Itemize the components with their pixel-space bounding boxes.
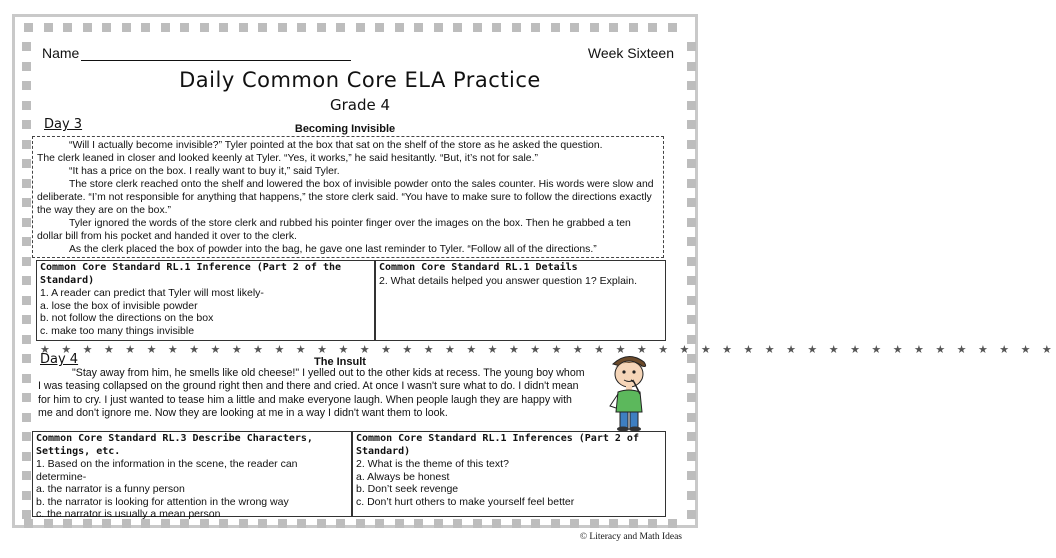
border-square (44, 23, 53, 32)
border-square (22, 276, 31, 285)
passage-paragraph: "Stay away from him, he smells like old cheese!" I yelled out to the other kids at recess. The young boy whom I was teasing collapsed on the ground right then and there and cried. At once I wasn't sure what to do. I didn't mean for him to cry. I just wanted to tease him a little and make everyone laugh. When people laugh they are happy with me and don't ignore me. Now they are looking at me in a way I didn't want them to look. (38, 367, 585, 419)
border-square (22, 140, 31, 149)
border-square (551, 519, 560, 528)
border-square (687, 510, 696, 519)
border-square (375, 519, 384, 528)
border-square (687, 413, 696, 422)
border-square (687, 42, 696, 51)
standard-heading: Common Core Standard RL.3 Describe Characters, Settings, etc. (36, 433, 313, 457)
day4-passage (38, 367, 588, 420)
border-square (22, 218, 31, 227)
border-square (239, 23, 248, 32)
border-square (395, 23, 404, 32)
day4-question-2-box (352, 431, 666, 517)
passage-paragraph: “Will I actually become invisible?” Tyler pointed at the box that sat on the shelf of the store as he asked the question. (69, 140, 603, 151)
border-square (687, 179, 696, 188)
border-square (22, 237, 31, 246)
page-title: Daily Common Core ELA Practice (179, 68, 541, 92)
name-field[interactable] (42, 45, 351, 61)
answer-option-a[interactable]: a. the narrator is a funny person (36, 483, 185, 495)
border-square (414, 23, 423, 32)
border-square (687, 237, 696, 246)
standard-heading: Common Core Standard RL.1 Details (379, 262, 578, 273)
border-square (687, 452, 696, 461)
border-square (24, 519, 33, 528)
border-square (629, 519, 638, 528)
border-square (414, 519, 423, 528)
border-square (278, 23, 287, 32)
border-square (531, 23, 540, 32)
border-square (648, 519, 657, 528)
border-square (570, 519, 579, 528)
border-square (22, 315, 31, 324)
day3-passage (32, 136, 664, 258)
answer-option-c[interactable]: c. Don’t hurt others to make yourself feel better (356, 495, 575, 508)
border-square (687, 276, 696, 285)
standard-heading: Common Core Standard RL.1 Inferences (Part 2 of Standard) (356, 433, 639, 457)
border-square (590, 23, 599, 32)
border-square (22, 413, 31, 422)
copyright-notice: © Literacy and Math Ideas (579, 532, 682, 542)
answer-option-a[interactable]: a. lose the box of invisible powder (40, 299, 198, 312)
border-square (434, 519, 443, 528)
day3-story-title: Becoming Invisible (294, 123, 396, 135)
answer-option-a[interactable]: a. Always be honest (356, 470, 450, 483)
border-square (668, 23, 677, 32)
passage-paragraph: “It has a price on the box. I really want to buy it,” said Tyler. (69, 166, 340, 177)
border-square (24, 23, 33, 32)
border-square (63, 23, 72, 32)
border-square (22, 159, 31, 168)
border-square (453, 519, 462, 528)
border-square (687, 393, 696, 402)
answer-option-c[interactable]: c. the narrator is usually a mean person (36, 508, 221, 520)
answer-option-b[interactable]: b. not follow the directions on the box (40, 312, 214, 324)
border-square (512, 23, 521, 32)
border-square (83, 23, 92, 32)
border-square (648, 23, 657, 32)
name-blank[interactable] (81, 46, 351, 61)
question-text: 1. A reader can predict that Tyler will most likely- (40, 287, 264, 299)
border-square (22, 471, 31, 480)
answer-option-c[interactable]: c. make too many things invisible (40, 324, 195, 337)
border-square (629, 23, 638, 32)
border-square (668, 519, 677, 528)
day4-label: Day 4 (40, 352, 79, 367)
border-square (687, 198, 696, 207)
standard-heading: Common Core Standard RL.1 Inference (Part 2 of the Standard) (40, 262, 342, 286)
border-square (102, 23, 111, 32)
answer-option-b[interactable]: b. Don’t seek revenge (356, 483, 459, 495)
border-square (258, 23, 267, 32)
border-square (22, 432, 31, 441)
border-square (161, 23, 170, 32)
passage-paragraph: The clerk leaned in closer and looked keenly at Tyler. “Yes, it works,” he said hesitantly. “But, it’s not for sale.” (37, 153, 538, 164)
question-text: 2. What is the theme of this text? (356, 458, 509, 470)
border-square (122, 23, 131, 32)
border-square (687, 374, 696, 383)
border-square (297, 23, 306, 32)
boy-illustration (598, 352, 660, 432)
border-square (317, 23, 326, 32)
border-square (551, 23, 560, 32)
border-square (336, 23, 345, 32)
day4-story-title: The Insult (314, 356, 366, 368)
border-square (22, 179, 31, 188)
border-square (492, 519, 501, 528)
border-square (22, 374, 31, 383)
border-square (356, 519, 365, 528)
border-square (687, 296, 696, 305)
passage-paragraph: Tyler ignored the words of the store clerk and rubbed his pointer finger over the images on the box. Then he grabbed a ten dollar bill from his pocket and handed it over to the clerk. (37, 218, 631, 242)
question-text: 2. What details helped you answer question 1? Explain. (379, 274, 637, 287)
border-square (492, 23, 501, 32)
border-square (687, 471, 696, 480)
border-square (531, 519, 540, 528)
border-square (22, 393, 31, 402)
passage-paragraph: The store clerk reached onto the shelf and lowered the box of invisible powder onto the sales counter. His words were slow and deliberate. “I’m not responsible for anything that happens,” the store clerk said. “You have to make sure to follow the directions exactly the way they are on the box.” (37, 179, 654, 216)
border-square (473, 23, 482, 32)
border-square (22, 42, 31, 51)
border-square (22, 491, 31, 500)
border-square (609, 23, 618, 32)
question-text: 1. Based on the information in the scene, the reader can determine- (36, 458, 298, 483)
border-square (22, 257, 31, 266)
border-square (687, 218, 696, 227)
star-divider: ★ ★ ★ ★ ★ ★ ★ ★ ★ ★ ★ ★ ★ ★ ★ ★ ★ ★ ★ ★ ★ ★ ★ ★ ★ ★ ★ ★ ★ ★ ★ ★ ★ ★ ★ ★ ★ ★ ★ ★ ★ ★ ★ ★ ★ ★ ★ ★ (40, 344, 1056, 356)
grade-label: Grade 4 (329, 96, 391, 114)
border-square (434, 23, 443, 32)
border-square (687, 432, 696, 441)
border-square (512, 519, 521, 528)
border-square (453, 23, 462, 32)
border-square (22, 198, 31, 207)
border-square (180, 23, 189, 32)
border-square (22, 510, 31, 519)
answer-option-b[interactable]: b. the narrator is looking for attention in the wrong way (36, 495, 289, 508)
border-square (141, 23, 150, 32)
border-square (687, 257, 696, 266)
border-square (590, 519, 599, 528)
name-label: Name (42, 45, 80, 61)
border-square (395, 519, 404, 528)
day4-question-1-box (32, 431, 352, 520)
border-square (570, 23, 579, 32)
border-square (22, 452, 31, 461)
border-square (22, 296, 31, 305)
border-square (687, 491, 696, 500)
border-square (687, 159, 696, 168)
week-label: Week Sixteen (587, 45, 674, 61)
border-square (200, 23, 209, 32)
border-square (22, 335, 31, 344)
day3-question-2-box[interactable] (375, 260, 666, 341)
border-square (687, 315, 696, 324)
border-square (219, 23, 228, 32)
border-square (473, 519, 482, 528)
day3-label: Day 3 (44, 117, 83, 132)
border-square (609, 519, 618, 528)
day3-question-1-box (36, 260, 375, 341)
passage-paragraph: As the clerk placed the box of powder into the bag, he gave one last reminder to Tyler. “Follow all of the directions.” (69, 244, 597, 255)
border-square (687, 140, 696, 149)
border-square (356, 23, 365, 32)
border-square (375, 23, 384, 32)
